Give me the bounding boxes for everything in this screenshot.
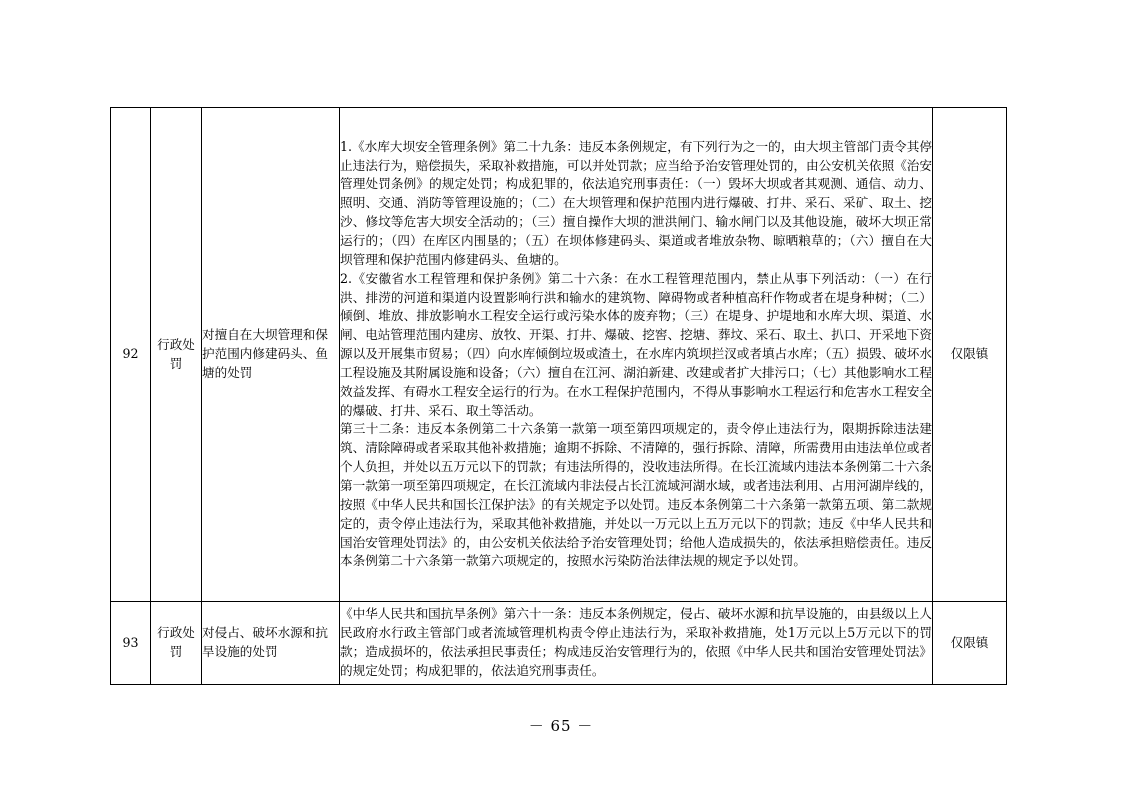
- legal-basis: [340, 108, 933, 602]
- legal-basis: [340, 602, 933, 685]
- table-row: [111, 602, 1007, 685]
- penalty-table: [110, 107, 1007, 685]
- penalty-item-name: 对擅自在大坝管理和保护范围内修建码头、鱼塘的处罚: [202, 108, 340, 602]
- page-number: － 65 －: [528, 717, 594, 735]
- row-number: 93: [111, 602, 151, 685]
- row-number: 92: [111, 108, 151, 602]
- legal-basis-paragraph: 第三十二条：违反本条例第二十六条第一款第一项至第四项规定的，责令停止违法行为，限期拆除违法建筑、清除障碍或者采取其他补救措施；逾期不拆除、不清障的，强行拆除、清障，所需费用由违法单位或者个人负担，并处以五万元以下的罚款；有违法所得的，没收违法所得。在长江流域内违法本条例第二十六条第一款第一项至第四项规定，在长江流域内非法侵占长江流域河湖水域，或者违法利用、占用河湖岸线的，按照《中华人民共和国长江保护法》的有关规定予以处罚。违反本条例第二十六条第一款第五项、第二款规定的，责令停止违法行为，采取其他补救措施，并处以一万元以上五万元以下的罚款；违反《中华人民共和国治安管理处罚法》的，由公安机关依法给予治安管理处罚；给他人造成损失的，依法承担赔偿责任。违反本条例第二十六条第一款第六项规定的，按照水污染防治法律法规的规定予以处罚。: [340, 421, 932, 569]
- penalty-type: 行政处罚: [151, 602, 202, 685]
- legal-basis-paragraph: 1.《水库大坝安全管理条例》第二十九条：违反本条例规定，有下列行为之一的，由大坝主管部门责令其停止违法行为，赔偿损失，采取补救措施，可以并处罚款；应当给予治安管理处罚的，由公安机关依照《治安管理处罚条例》的规定处罚；构成犯罪的，依法追究刑事责任：（一）毁坏大坝或者其观测、通信、动力、照明、交通、消防等管理设施的；（二）在大坝管理和保护范围内进行爆破、打井、采石、采矿、取土、挖沙、修坟等危害大坝安全活动的；（三）擅自操作大坝的泄洪闸门、输水闸门以及其他设施，破坏大坝正常运行的；（四）在库区内围垦的；（五）在坝体修建码头、渠道或者堆放杂物、晾晒粮草的；（六）擅自在大坝管理和保护范围内修建码头、鱼塘的。: [340, 138, 932, 267]
- table-row: [111, 108, 1007, 602]
- applicable-scope: 仅限镇: [933, 108, 1007, 602]
- penalty-type: 行政处罚: [151, 108, 202, 602]
- legal-basis-paragraph: 2.《安徽省水工程管理和保护条例》第二十六条：在水工程管理范围内，禁止从事下列活动：（一）在行洪、排涝的河道和渠道内设置影响行洪和输水的建筑物、障碍物或者种植高秆作物或者在堤身种树；（二）倾倒、堆放、排放影响水工程安全运行或污染水体的废弃物；（三）在堤身、护堤地和水库大坝、渠道、水闸、电站管理范围内建房、放牧、开渠、打井、爆破、挖窖、挖塘、葬坟、采石、取土、扒口、开采地下资源以及开展集市贸易；（四）向水库倾倒垃圾或渣土，在水库内筑坝拦汊或者填占水库；（五）损毁、破坏水工程设施及其附属设施和设备；（六）擅自在江河、湖泊新建、改建或者扩大排污口；（七）其他影响水工程效益发挥、有碍水工程安全运行的行为。在水工程保护范围内，不得从事影响水工程运行和危害水工程安全的爆破、打井、采石、取土等活动。: [340, 270, 932, 418]
- legal-basis-paragraph: 《中华人民共和国抗旱条例》第六十一条：违反本条例规定，侵占、破坏水源和抗旱设施的，由县级以上人民政府水行政主管部门或者流域管理机构责令停止违法行为，采取补救措施，处1万元以上5万元以下的罚款；造成损坏的，依法承担民事责任；构成违反治安管理行为的，依照《中华人民共和国治安管理处罚法》的规定处罚；构成犯罪的，依法追究刑事责任。: [340, 606, 932, 678]
- applicable-scope: 仅限镇: [933, 602, 1007, 685]
- penalty-item-name: 对侵占、破坏水源和抗旱设施的处罚: [202, 602, 340, 685]
